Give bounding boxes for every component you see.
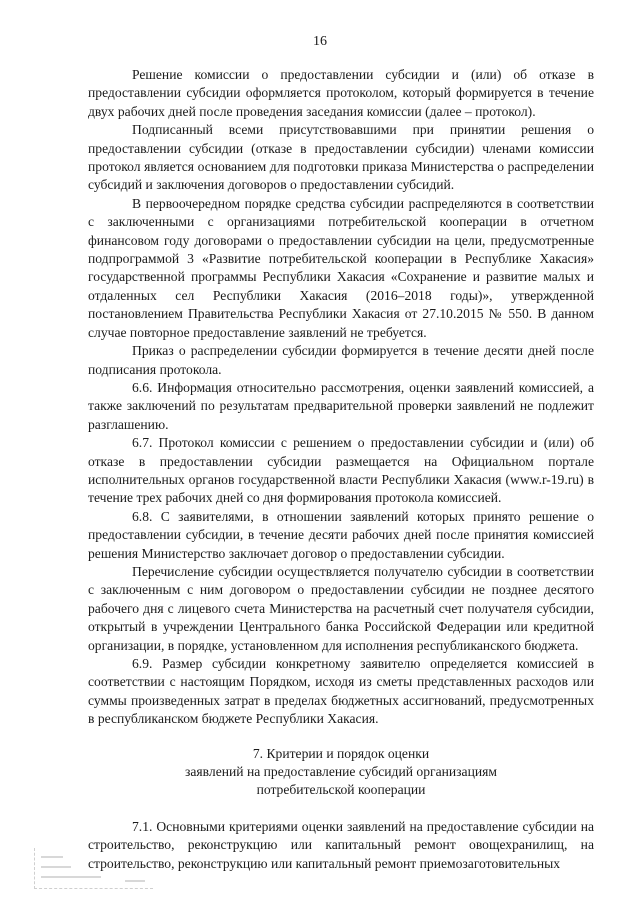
paragraph: 6.9. Размер субсидии конкретному заявителю определяется комиссией в соответствии с настоящим Порядком, исходя из сметы представленных расходов или суммы произведенных затрат в пределах бюджетных ассигнований, предусмотренных в республиканском бюджете Республики Хакасия. [88,656,594,727]
paragraph: Перечисление субсидии осуществляется получателю субсидии в соответствии с заключенным с ним договором о предоставлении субсидии не позднее десятого рабочего дня с лицевого счета Министерства на расчетный счет получателя субсидии, открытый в учреждении Центрального банка Российской Федерации или кредитной организации, в порядке, установленном для исполнения республиканского бюджета. [88,563,594,653]
section-heading-line: 7. Критерии и порядок оценки [252,745,430,761]
paragraph: Приказ о распределении субсидии формируется в течение десяти дней после подписания протокола. [88,343,594,377]
section-paragraph: 7.1. Основными критериями оценки заявлений на предоставление субсидии на строительство, реконструкцию или капитальный ремонт овощехранилищ, на строительство, реконструкцию или капитальный ремонт приемозаготовительных [88,818,594,871]
paragraph: 6.6. Информация относительно рассмотрения, оценки заявлений комиссией, а также заключений по результатам предварительной проверки заявлений не подлежит разглашению. [88,379,594,432]
paragraph: 6.8. С заявителями, в отношении заявлений которых принято решение о предоставлении субсидии, в течение десяти рабочих дней после принятия комиссией решения Министерство заключает договор о предоставлении субсидии. [88,508,594,561]
paragraph: Решение комиссии о предоставлении субсидии и (или) об отказе в предоставлении субсидии оформляется протоколом, который формируется в течение двух рабочих дней после проведения заседания комиссии (далее – протокол). [88,67,594,119]
section-heading-line: заявлений на предоставление субсидий организациям [185,764,497,780]
paragraph: В первоочередном порядке средства субсидии распределяются в соответствии с заключенными с организациями потребительской кооперации в отчетном финансовом году договорами о предоставлении субсидии на цели, предусмотренные подпрограммой 3 «Развитие потребительской кооперации в Республике Хакасия» государственной программы Республики Хакасия «Сохранение и развитие малых и отдаленных сел Республики Хакасия (2016–2018 годы)», утвержденной постановлением Правительства Республики Хакасия от 27.10.2015 № 550. В данном случае повторное предоставление заявлений не требуется. [88,195,594,340]
section-heading-line: потребительской кооперации [256,782,426,798]
document-body [88,66,594,873]
paragraph: 6.7. Протокол комиссии с решением о предоставлении субсидии и (или) об отказе в предоставлении субсидии размещается на Официальном портале исполнительных органов государственной власти Республики Хакасия (www.r-19.ru) в течение трех рабочих дней со дня формирования протокола комиссией. [88,435,594,506]
page-number: 16 [313,34,327,49]
paragraph: Подписанный всеми присутствовавшими при принятии решения о предоставлении субсидии (отказе в предоставлении субсидии) членами комиссии протокол является основанием для подготовки приказа Министерства о распределении субсидий и заключения договоров о предоставлении субсидий. [88,122,594,193]
section-heading [88,745,594,800]
registration-stamp [34,848,153,889]
